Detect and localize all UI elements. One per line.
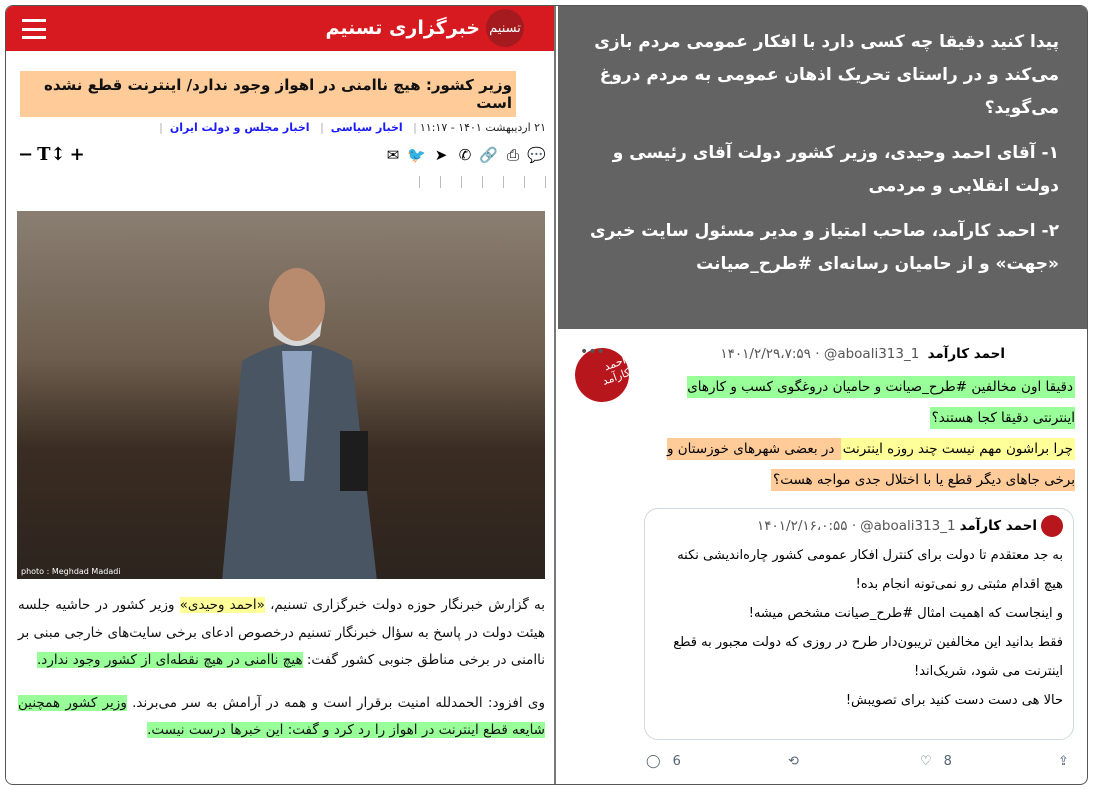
tweet-date: · ۱۴۰۱/۲/۱۶،۰:۵۵ [757,518,857,534]
link-icon[interactable]: 🔗 [479,146,498,164]
menu-icon[interactable] [22,19,46,39]
heart-icon: ♡ [920,754,932,769]
decrease-font-button[interactable]: − [18,144,34,165]
article-paragraph: به گزارش خبرنگار حوزه دولت خبرگزاری تسنیم، «احمد وحیدی» وزیر کشور در حاشیه جلسه هیئت دولت در پاسخ به سؤال خبرنگار تسنیم درخصوص ادعای برخی سایت‌های خارجی مبنی بر ناامنی در برخی مناطق جنوبی کشور گفت: هیچ ناامنی در هیچ نقطه‌ای از کشور وجود ندارد. [18,597,545,668]
highlight-name: «احمد وحیدی» [179,597,265,613]
article-date: ۲۱ اردیبهشت ۱۴۰۱ - ۱۱:۱۷ [419,121,546,134]
composite-frame [5,5,1088,785]
avatar [1041,515,1063,537]
tweet-date[interactable]: · ۱۴۰۱/۲/۲۹،۷:۵۹ [720,346,820,362]
article-meta: ۲۱ اردیبهشت ۱۴۰۱ - ۱۱:۱۷| اخبار سیاسی| اخبار مجلس و دولت ایران| [159,121,546,134]
site-header [6,6,554,51]
news-article-panel [6,6,556,784]
site-name: خبرگزاری تسنیم [325,17,480,39]
quoted-tweet[interactable] [644,508,1074,740]
category-link[interactable]: اخبار مجلس و دولت ایران [169,121,310,134]
article-paragraph: وی افزود: الحمدلله امنیت برقرار است و همه در آرامش به سر می‌برند. وزیر کشور همچنین شایعه قطع اینترنت در اهواز را رد کرد و گفت: این خبرها درست نیست. [18,694,545,738]
email-icon[interactable]: ✉ [386,146,400,164]
author-handle: @aboali313_1 [860,518,956,534]
commentary-box [558,6,1088,329]
increase-font-button[interactable]: + [69,144,85,165]
share-bar [384,146,546,164]
logo-emblem: تسنیم [486,9,524,47]
highlight-quote: هیچ ناامنی در هیچ نقطه‌ای از کشور وجود ندارد. [37,652,303,668]
article-body [18,592,545,760]
highlight-quote: وزیر کشور همچنین شایعه قطع اینترنت در اهواز را رد کرد و گفت: این خبرها درست نیست. [18,694,545,738]
like-button[interactable] [920,754,952,769]
tweet-header [720,346,1005,362]
category-link[interactable]: اخبار سیاسی [330,121,403,134]
site-logo[interactable] [326,9,525,47]
person-figure [212,231,382,579]
print-icon[interactable]: ⎙ [506,146,519,164]
font-size-icon: T↕ [37,144,66,165]
share-icon: ⇪ [1058,754,1069,769]
font-size-controls [18,144,85,165]
reply-count: 6 [672,754,681,769]
share-button[interactable] [1058,754,1069,769]
reply-icon: ◯ [646,754,661,769]
avatar[interactable]: احمد کارآمد [567,340,636,409]
more-options-icon[interactable]: ••• [580,344,605,360]
article-photo [17,211,545,579]
author-name[interactable]: احمد کارآمد [927,346,1005,362]
retweet-button[interactable] [788,754,799,769]
commentary-item: ۲- احمد کارآمد، صاحب امتیاز و مدیر مسئول سایت خبری «جهت» و از حامیان رسانه‌ای #طرح_صیانت [589,221,1059,274]
quoted-text: به جد معتقدم تا دولت برای کنترل افکار عمومی کشور چاره‌اندیشی نکنه هیچ اقدام مثبتی رو نمی‌تونه انجام بده! و اینجاست که اهمیت امثال #طرح_صیانت مشخص میشه! فقط بدانید این مخالفین تریبون‌دار طرح در روزی که دولت مجبور به قطع اینترنت می شود، شریک‌اند! حالا هی دست دست کنید برای تصویبش! [673,548,1063,708]
commentary-panel [558,6,1088,784]
photo-caption: photo : Meghdad Madadi [21,567,121,576]
share-dividers [419,176,546,188]
whatsapp-icon[interactable]: ✆ [458,146,472,164]
telegram-icon[interactable]: ➤ [434,146,448,164]
retweet-icon: ⟲ [788,754,799,769]
author-handle[interactable]: @aboali313_1 [823,346,920,362]
twitter-icon[interactable]: 🐦 [407,146,426,164]
comment-icon[interactable]: 💬 [527,146,546,164]
article-headline: وزیر کشور: هیچ ناامنی در اهواز وجود ندارد/ اینترنت قطع نشده است [20,71,516,117]
commentary-item: ۱- آقای احمد وحیدی، وزیر کشور دولت آقای رئیسی و دولت انقلابی و مردمی [612,143,1059,196]
like-count: 8 [943,754,952,769]
commentary-question: پیدا کنید دقیقا چه کسی دارد با افکار عمومی مردم بازی می‌کند و در راستای تحریک اذهان عمومی به مردم دروغ می‌گوید؟ [594,32,1059,118]
quoted-header [655,515,1063,537]
author-name: احمد کارآمد [959,518,1037,534]
reply-button[interactable] [646,754,681,769]
tweet-actions [558,754,1088,778]
tweet-text: دقیقا اون مخالفین #طرح_صیانت و حامیان دروغگوی کسب و کارهای اینترنتی دقیقا کجا هستند؟ چرا براشون مهم نیست چند روزه اینترنت در بعضی شهرهای خوزستان و برخی جاهای دیگر قطع یا با اختلال جدی مواجه هست؟ [655,372,1075,496]
